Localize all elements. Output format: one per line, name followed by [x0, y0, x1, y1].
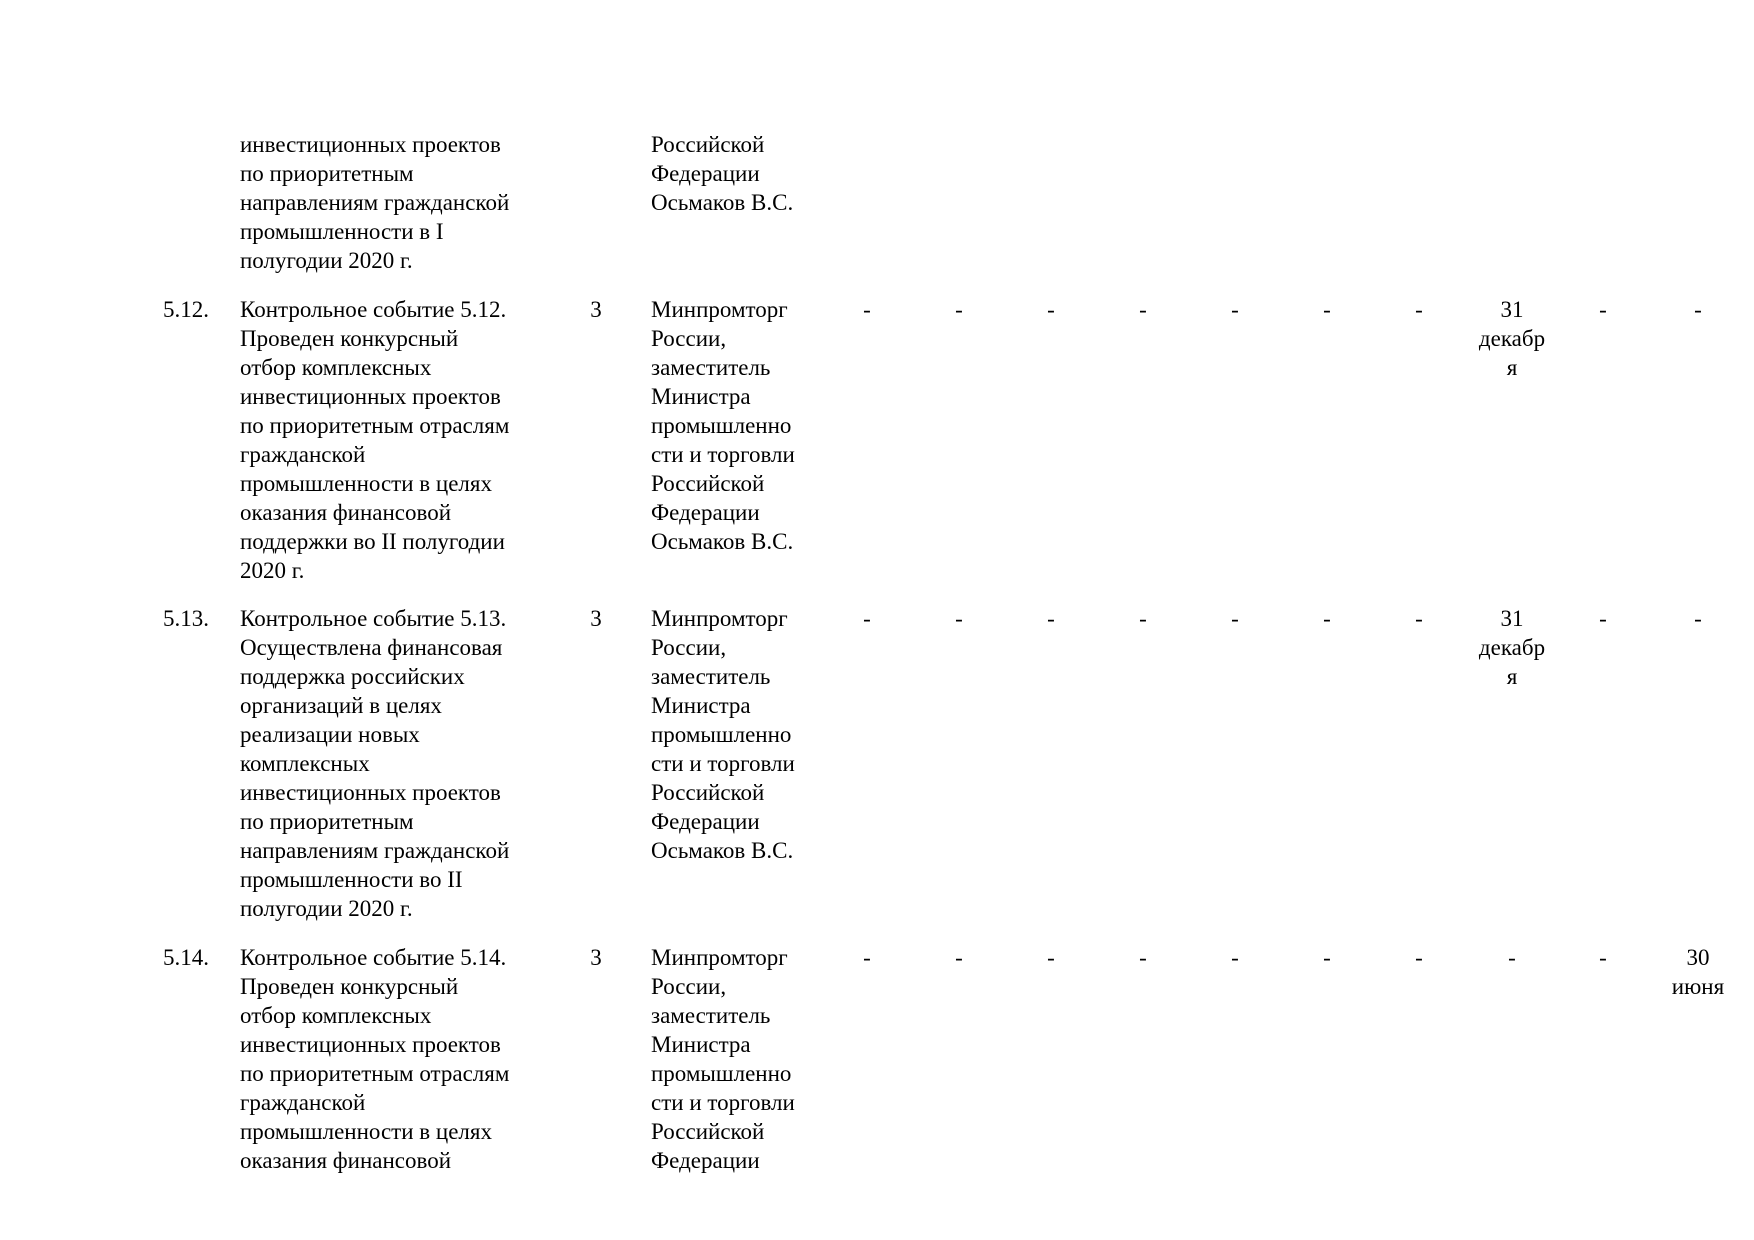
row-number: 5.12. [163, 297, 209, 322]
row-mark-9: - [1599, 945, 1607, 970]
row-level: 3 [590, 297, 602, 322]
row-mark-10: 30 июня [1671, 945, 1725, 999]
row-responsible: Минпромторг России, заместитель Министра промышленно сти и торговли Российской Федерации Осьмаков В.С. [651, 297, 795, 554]
row-mark-4: - [1139, 606, 1147, 631]
row-mark-3: - [1047, 606, 1055, 631]
row-description: Контрольное событие 5.13. Осуществлена финансовая поддержка российских организаций в целях реализации новых комплексных инвестиционных проектов по приоритетным направлениям гражданской промышленности во II полугодии 2020 г. [240, 606, 510, 921]
row-mark-4: - [1139, 297, 1147, 322]
row-mark-2: - [955, 297, 963, 322]
row-mark-1: - [863, 297, 871, 322]
row-mark-7: - [1415, 606, 1423, 631]
row-mark-9: - [1599, 297, 1607, 322]
row-description: Контрольное событие 5.14. Проведен конкурсный отбор комплексных инвестиционных проектов по приоритетным отраслям гражданской промышленности в целях оказания финансовой [240, 945, 510, 1173]
row-mark-9: - [1599, 606, 1607, 631]
row-mark-2: - [955, 606, 963, 631]
row-responsible: Российской Федерации Осьмаков В.С. [651, 132, 794, 215]
row-mark-6: - [1323, 606, 1331, 631]
row-description: инвестиционных проектов по приоритетным направлениям гражданской промышленности в I полугодии 2020 г. [240, 132, 510, 273]
row-mark-5: - [1231, 945, 1239, 970]
row-mark-10: - [1694, 297, 1702, 322]
row-mark-3: - [1047, 945, 1055, 970]
row-mark-7: - [1415, 297, 1423, 322]
row-mark-2: - [955, 945, 963, 970]
row-mark-6: - [1323, 945, 1331, 970]
row-mark-1: - [863, 945, 871, 970]
row-mark-8: 31 декабр я [1478, 297, 1546, 380]
row-mark-5: - [1231, 297, 1239, 322]
row-mark-4: - [1139, 945, 1147, 970]
row-mark-6: - [1323, 297, 1331, 322]
row-description: Контрольное событие 5.12. Проведен конкурсный отбор комплексных инвестиционных проектов по приоритетным отраслям гражданской промышленности в целях оказания финансовой поддержки во II полугодии 2020 г. [240, 297, 510, 583]
row-number: 5.13. [163, 606, 209, 631]
row-responsible: Минпромторг России, заместитель Министра промышленно сти и торговли Российской Федерации Осьмаков В.С. [651, 606, 795, 863]
row-mark-8: 31 декабр я [1478, 606, 1546, 689]
row-mark-8: - [1508, 945, 1516, 970]
row-mark-10: - [1694, 606, 1702, 631]
row-level: 3 [590, 945, 602, 970]
row-mark-7: - [1415, 945, 1423, 970]
row-mark-5: - [1231, 606, 1239, 631]
row-level: 3 [590, 606, 602, 631]
row-mark-1: - [863, 606, 871, 631]
row-mark-3: - [1047, 297, 1055, 322]
row-number: 5.14. [163, 945, 209, 970]
row-responsible: Минпромторг России, заместитель Министра промышленно сти и торговли Российской Федерации [651, 945, 795, 1173]
